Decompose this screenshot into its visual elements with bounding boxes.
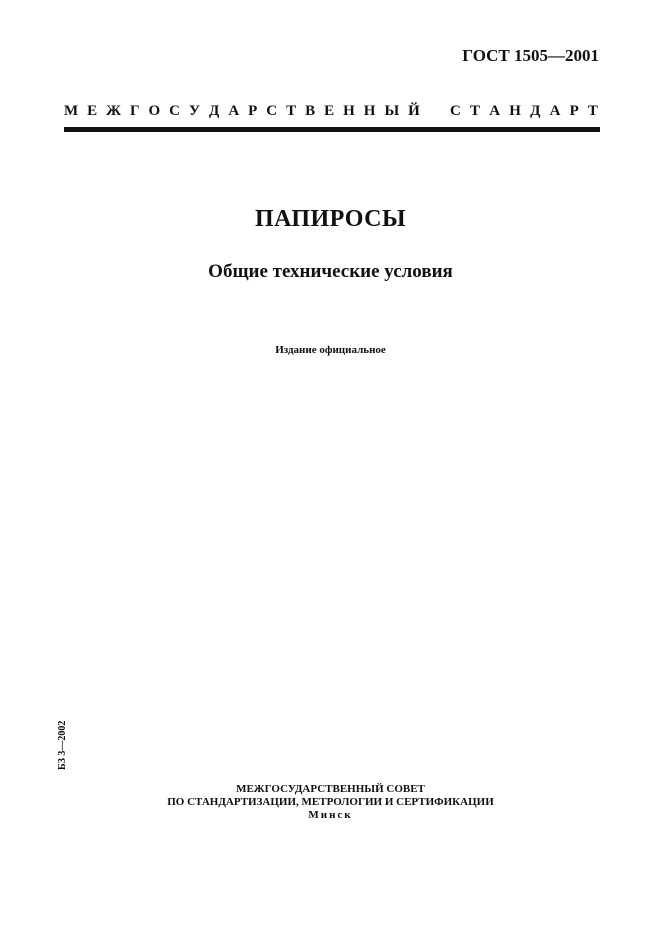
standard-type-word-interstate (64, 100, 420, 122)
letter: Н (363, 103, 376, 119)
letter: Ж (106, 103, 121, 119)
standard-type-heading (64, 100, 598, 122)
letter: Т (286, 103, 297, 119)
letter: Т (470, 103, 481, 119)
letter: Р (248, 103, 258, 119)
letter: Д (209, 103, 220, 119)
letter: С (169, 103, 181, 119)
letter: Е (324, 103, 335, 119)
letter: А (228, 103, 240, 119)
publisher-city: Минск (308, 809, 353, 821)
letter: О (148, 103, 161, 119)
side-code: БЗ 3—2002 (57, 720, 68, 770)
letter: А (549, 103, 561, 119)
letter: Е (87, 103, 98, 119)
publisher-line-1: МЕЖГОСУДАРСТВЕННЫЙ СОВЕТ (236, 783, 425, 795)
letter: Т (587, 103, 598, 119)
publisher-block (0, 783, 661, 822)
header-rule (64, 127, 600, 132)
letter: С (450, 103, 461, 119)
letter: А (489, 103, 501, 119)
document-code: ГОСТ 1505—2001 (462, 46, 599, 65)
letter: С (266, 103, 278, 119)
letter: Р (569, 103, 579, 119)
standard-type-word-standard (450, 100, 598, 122)
letter: Г (129, 103, 140, 119)
publisher-line-2: ПО СТАНДАРТИЗАЦИИ, МЕТРОЛОГИИ И СЕРТИФИКАЦИИ (167, 796, 494, 808)
letter: В (305, 103, 316, 119)
letter: Н (343, 103, 355, 119)
document-title: ПАПИРОСЫ (254, 206, 407, 232)
letter: М (64, 103, 79, 119)
document-subtitle: Общие технические условия (208, 261, 453, 282)
edition-label: Издание официальное (275, 344, 386, 356)
letter: У (189, 103, 201, 119)
letter: Й (408, 103, 420, 119)
letter: Н (509, 103, 521, 119)
letter: Д (530, 103, 541, 119)
letter: Ы (384, 103, 400, 119)
